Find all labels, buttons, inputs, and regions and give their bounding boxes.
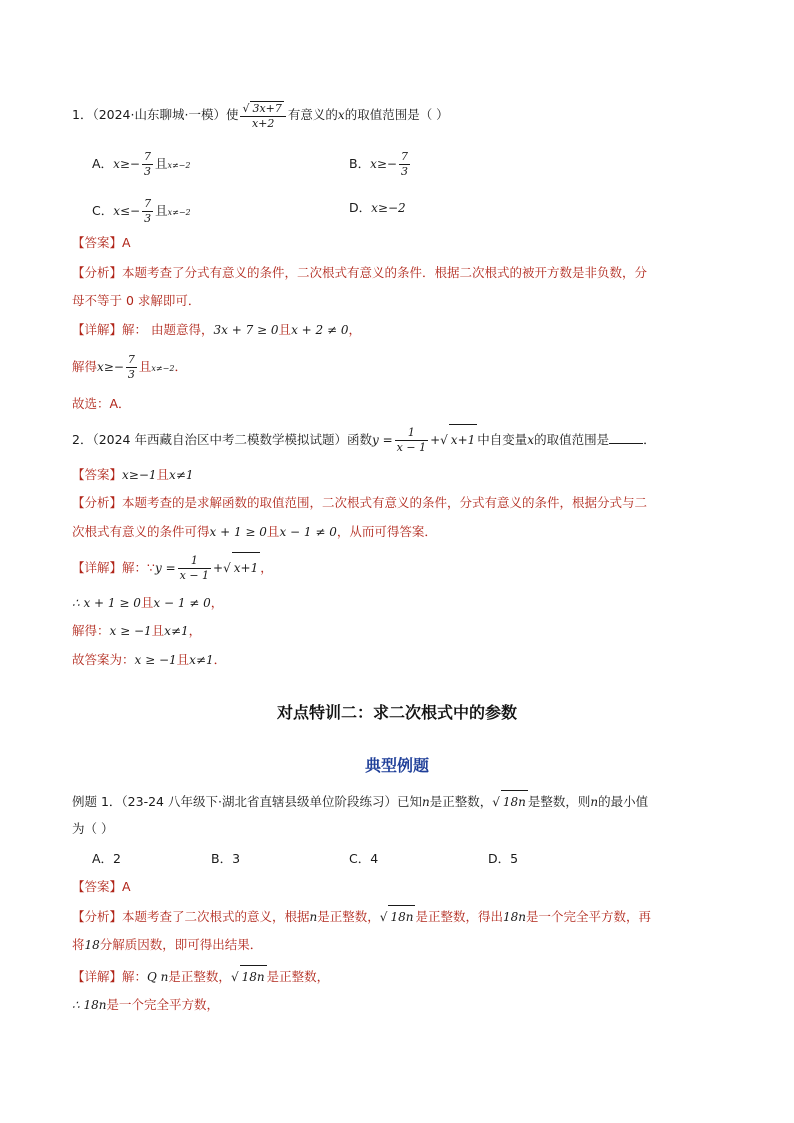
q1-mid: 有意义的 bbox=[287, 107, 338, 122]
ex1-detail-line1: 【详解】解：Q n是正整数，√ 18n 是正整数， bbox=[72, 965, 718, 988]
q1-detail-line2: 解得x≥− $\frac{7}{3}$ 且x≠−2． bbox=[72, 353, 187, 381]
q1-choose: 故选：A． bbox=[72, 396, 131, 411]
ex1-option-c[interactable]: C．4 bbox=[349, 851, 379, 866]
ex1-option-d[interactable]: D．5 bbox=[488, 851, 519, 866]
q1-suffix: 的取值范围是（ ） bbox=[344, 107, 449, 122]
q1-detail-line1: 【详解】解： 由题意得，3x + 7 ≥ 0且x + 2 ≠ 0， bbox=[72, 322, 361, 337]
q1-prefix: 1．（2024·山东聊城·一模）使 bbox=[72, 107, 239, 122]
q2-detail-line2: ∴ x + 1 ≥ 0且x − 1 ≠ 0， bbox=[72, 595, 224, 610]
ex1-analysis-line1: 【分析】本题考查了二次根式的意义，根据n是正整数，√ 18n 是正整数，得出18n是一个完全平方数，再 bbox=[72, 905, 718, 928]
q1-answer: 【答案】A bbox=[72, 235, 131, 250]
q1-analysis-line1: 【分析】本题考查了分式有意义的条件，二次根式有意义的条件．根据二次根式的被开方数是非负数，分 bbox=[72, 265, 648, 280]
ex1-option-a[interactable]: A．2 bbox=[92, 851, 122, 866]
q2-answer: 【答案】x≥−1且x≠1 bbox=[72, 467, 194, 482]
ex1-answer: 【答案】A bbox=[72, 879, 131, 894]
ex1-option-b[interactable]: B．3 bbox=[211, 851, 241, 866]
ex1-analysis-line2: 将18分解质因数，即可得出结果． bbox=[72, 937, 263, 952]
section-subtitle: 典型例题 bbox=[364, 756, 429, 775]
q2-stem: 2．（2024 年西藏自治区中考二模数学模拟试题）函数y = $\frac{1}{x - 1}$ +√ x+1 中自变量x的取值范围是 ． bbox=[72, 426, 656, 454]
q2-detail-line1: 【详解】解：∵y = $\frac{1}{x - 1}$ +√ x+1 ， bbox=[72, 554, 273, 582]
q1-var: x bbox=[337, 108, 345, 122]
ex1-detail-line2: ∴ 18n是一个完全平方数， bbox=[72, 997, 219, 1012]
q1-option-d[interactable]: D．x≥−2 bbox=[349, 200, 406, 215]
q2-analysis-line1: 【分析】本题考查的是求解函数的取值范围，二次根式有意义的条件，分式有意义的条件，根据分式与二 bbox=[72, 495, 648, 510]
ex1-stem-line1: 例题 1．（23-24 八年级下·湖北省直辖县级单位阶段练习）已知n是正整数，√ 18n 是整数，则n的最小值 bbox=[72, 790, 718, 813]
q2-detail-line4: 故答案为：x ≥ −1且x≠1． bbox=[72, 652, 227, 667]
q2-analysis-line2: 次根式有意义的条件可得x + 1 ≥ 0且x − 1 ≠ 0，从而可得答案． bbox=[72, 524, 437, 539]
q1-option-a[interactable]: A．x≥− $\frac{7}{3}$ 且x≠−2 bbox=[92, 150, 191, 178]
q1-stem bbox=[72, 100, 718, 130]
q1-fraction: $\frac{√ 3x+7}{x+2}$ bbox=[240, 101, 285, 131]
q2-detail-line3: 解得：x ≥ −1且x≠1， bbox=[72, 623, 202, 638]
q1-option-b[interactable]: B．x≥− $\frac{7}{3}$ bbox=[349, 150, 408, 178]
answer-blank[interactable] bbox=[609, 431, 643, 444]
q1-analysis-line2: 母不等于 0 求解即可． bbox=[72, 293, 201, 308]
section-title: 对点特训二：求二次根式中的参数 bbox=[276, 703, 517, 722]
q1-option-c[interactable]: C．x≤− $\frac{7}{3}$ 且x≠−2 bbox=[92, 197, 191, 225]
ex1-stem-line2: 为（ ） bbox=[72, 821, 114, 836]
